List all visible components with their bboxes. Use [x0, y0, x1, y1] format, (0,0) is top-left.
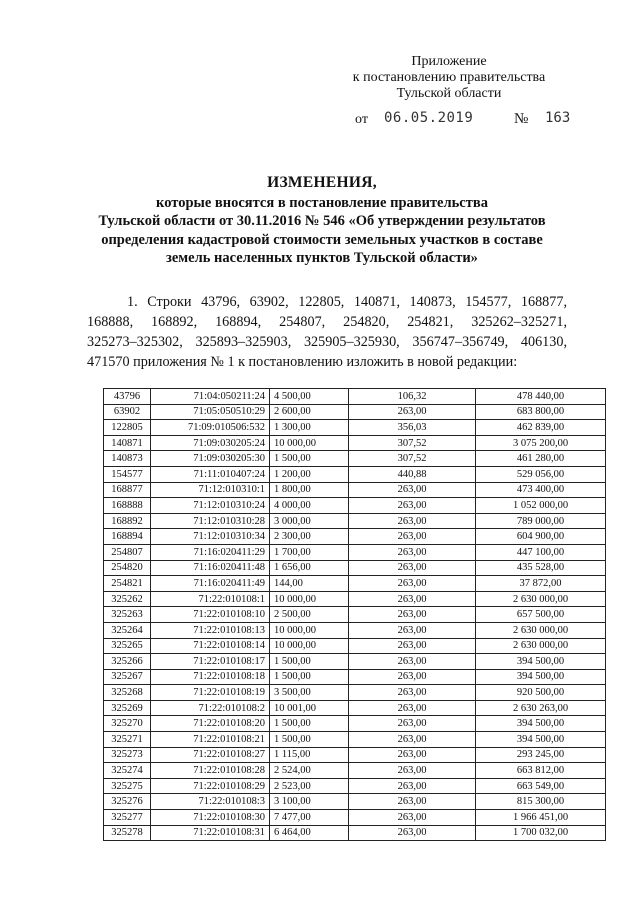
- specific-value-cell: 263,00: [349, 591, 476, 607]
- title-heading: ИЗМЕНЕНИЯ,: [267, 174, 377, 191]
- cadastral-number-cell: 71:16:020411:29: [151, 544, 270, 560]
- specific-value-cell: 307,52: [349, 451, 476, 467]
- table-row: [104, 482, 606, 498]
- cadastral-value-cell: 473 400,00: [476, 482, 606, 498]
- row-number-cell: 168894: [104, 529, 151, 545]
- row-number-cell: 325277: [104, 810, 151, 826]
- specific-value-cell: 263,00: [349, 732, 476, 748]
- table-body: [104, 389, 606, 841]
- specific-value-cell: 263,00: [349, 607, 476, 623]
- area-cell: 1 200,00: [270, 466, 349, 482]
- area-cell: 2 523,00: [270, 778, 349, 794]
- specific-value-cell: 263,00: [349, 716, 476, 732]
- cadastral-value-cell: 37 872,00: [476, 576, 606, 592]
- title-line-1: которые вносятся в постановление правительства: [156, 194, 488, 211]
- table-row: [104, 778, 606, 794]
- row-number-cell: 325276: [104, 794, 151, 810]
- title-line-3: определения кадастровой стоимости земельных участков в составе: [101, 231, 543, 248]
- row-number-cell: 122805: [104, 420, 151, 436]
- area-cell: 1 500,00: [270, 732, 349, 748]
- row-number-cell: 43796: [104, 389, 151, 405]
- area-cell: 1 500,00: [270, 716, 349, 732]
- specific-value-cell: 263,00: [349, 404, 476, 420]
- table-row: [104, 466, 606, 482]
- specific-value-cell: 263,00: [349, 810, 476, 826]
- row-number-cell: 254807: [104, 544, 151, 560]
- table-row: [104, 810, 606, 826]
- table-row: [104, 685, 606, 701]
- cadastral-value-cell: 447 100,00: [476, 544, 606, 560]
- row-number-cell: 325262: [104, 591, 151, 607]
- table-row: [104, 451, 606, 467]
- row-number-cell: 140871: [104, 435, 151, 451]
- cadastral-number-cell: 71:22:010108:13: [151, 622, 270, 638]
- table-row: [104, 498, 606, 514]
- specific-value-cell: 307,52: [349, 435, 476, 451]
- row-number-cell: 254821: [104, 576, 151, 592]
- document-date: 06.05.2019: [384, 110, 474, 126]
- cadastral-number-cell: 71:12:010310:24: [151, 498, 270, 514]
- row-number-cell: 325278: [104, 825, 151, 841]
- date-number-line: [0, 110, 640, 130]
- cadastral-value-table: [103, 388, 606, 841]
- cadastral-value-cell: 293 245,00: [476, 747, 606, 763]
- cadastral-value-cell: 920 500,00: [476, 685, 606, 701]
- cadastral-value-cell: 2 630 000,00: [476, 638, 606, 654]
- cadastral-value-cell: 394 500,00: [476, 669, 606, 685]
- document-title: [80, 174, 564, 268]
- cadastral-number-cell: 71:22:010108:3: [151, 794, 270, 810]
- specific-value-cell: 356,03: [349, 420, 476, 436]
- cadastral-value-cell: 394 500,00: [476, 716, 606, 732]
- cadastral-number-cell: 71:16:020411:48: [151, 560, 270, 576]
- specific-value-cell: 263,00: [349, 825, 476, 841]
- cadastral-number-cell: 71:16:020411:49: [151, 576, 270, 592]
- specific-value-cell: 263,00: [349, 482, 476, 498]
- cadastral-number-cell: 71:22:010108:14: [151, 638, 270, 654]
- title-line-4: земель населенных пунктов Тульской области»: [166, 250, 478, 266]
- cadastral-value-cell: 461 280,00: [476, 451, 606, 467]
- area-cell: 1 700,00: [270, 544, 349, 560]
- cadastral-number-cell: 71:12:010310:34: [151, 529, 270, 545]
- area-cell: 3 100,00: [270, 794, 349, 810]
- cadastral-number-cell: 71:22:010108:17: [151, 654, 270, 670]
- area-cell: 10 000,00: [270, 435, 349, 451]
- cadastral-value-cell: 394 500,00: [476, 654, 606, 670]
- specific-value-cell: 263,00: [349, 638, 476, 654]
- area-cell: 4 500,00: [270, 389, 349, 405]
- area-cell: 3 000,00: [270, 513, 349, 529]
- specific-value-cell: 263,00: [349, 685, 476, 701]
- paragraph-line-1: 1. Строки 43796, 63902, 122805, 140871, 140873, 154577, 168877,: [127, 294, 567, 310]
- row-number-cell: 325264: [104, 622, 151, 638]
- row-number-cell: 325275: [104, 778, 151, 794]
- table-row: [104, 607, 606, 623]
- cadastral-number-cell: 71:09:030205:30: [151, 451, 270, 467]
- table-row: [104, 747, 606, 763]
- row-number-cell: 325268: [104, 685, 151, 701]
- cadastral-number-cell: 71:12:010310:28: [151, 513, 270, 529]
- area-cell: 2 300,00: [270, 529, 349, 545]
- row-number-cell: 325274: [104, 763, 151, 779]
- table-row: [104, 404, 606, 420]
- row-number-cell: 325271: [104, 732, 151, 748]
- paragraph-line-2: 168888, 168892, 168894, 254807, 254820, 254821, 325262–325271,: [87, 314, 567, 330]
- area-cell: 2 524,00: [270, 763, 349, 779]
- table-row: [104, 544, 606, 560]
- cadastral-value-cell: 789 000,00: [476, 513, 606, 529]
- row-number-cell: 140873: [104, 451, 151, 467]
- cadastral-value-cell: 1 052 000,00: [476, 498, 606, 514]
- table-row: [104, 732, 606, 748]
- appendix-line-2: к постановлению правительства: [352, 70, 546, 85]
- cadastral-number-cell: 71:22:010108:18: [151, 669, 270, 685]
- cadastral-value-cell: 3 075 200,00: [476, 435, 606, 451]
- cadastral-value-cell: 529 056,00: [476, 466, 606, 482]
- area-cell: 3 500,00: [270, 685, 349, 701]
- table-row: [104, 389, 606, 405]
- row-number-cell: 254820: [104, 560, 151, 576]
- table-row: [104, 669, 606, 685]
- table-row: [104, 576, 606, 592]
- cadastral-number-cell: 71:22:010108:30: [151, 810, 270, 826]
- cadastral-number-cell: 71:04:050211:24: [151, 389, 270, 405]
- table-row: [104, 716, 606, 732]
- table-row: [104, 560, 606, 576]
- cadastral-value-cell: 2 630 263,00: [476, 700, 606, 716]
- area-cell: 10 000,00: [270, 638, 349, 654]
- row-number-cell: 325270: [104, 716, 151, 732]
- row-number-cell: 168877: [104, 482, 151, 498]
- appendix-header: [334, 54, 564, 102]
- cadastral-number-cell: 71:22:010108:19: [151, 685, 270, 701]
- table-row: [104, 435, 606, 451]
- row-number-cell: 325263: [104, 607, 151, 623]
- cadastral-number-cell: 71:11:010407:24: [151, 466, 270, 482]
- area-cell: 4 000,00: [270, 498, 349, 514]
- specific-value-cell: 440,88: [349, 466, 476, 482]
- cadastral-value-cell: 478 440,00: [476, 389, 606, 405]
- specific-value-cell: 263,00: [349, 669, 476, 685]
- row-number-cell: 325266: [104, 654, 151, 670]
- appendix-line-1: Приложение: [411, 54, 487, 69]
- cadastral-value-cell: 683 800,00: [476, 404, 606, 420]
- table-row: [104, 513, 606, 529]
- area-cell: 6 464,00: [270, 825, 349, 841]
- title-line-2: Тульской области от 30.11.2016 № 546 «Об утверждении результатов: [98, 213, 546, 229]
- area-cell: 1 500,00: [270, 654, 349, 670]
- cadastral-number-cell: 71:12:010310:1: [151, 482, 270, 498]
- cadastral-value-cell: 394 500,00: [476, 732, 606, 748]
- specific-value-cell: 263,00: [349, 560, 476, 576]
- area-cell: 1 500,00: [270, 669, 349, 685]
- cadastral-value-cell: 1 700 032,00: [476, 825, 606, 841]
- specific-value-cell: 106,32: [349, 389, 476, 405]
- table-row: [104, 591, 606, 607]
- specific-value-cell: 263,00: [349, 622, 476, 638]
- document-number: 163: [545, 110, 571, 126]
- row-number-cell: 154577: [104, 466, 151, 482]
- row-number-cell: 168888: [104, 498, 151, 514]
- table-row: [104, 529, 606, 545]
- specific-value-cell: 263,00: [349, 498, 476, 514]
- area-cell: 7 477,00: [270, 810, 349, 826]
- area-cell: 1 656,00: [270, 560, 349, 576]
- row-number-cell: 63902: [104, 404, 151, 420]
- appendix-line-3: Тульской области: [396, 86, 502, 101]
- specific-value-cell: 263,00: [349, 544, 476, 560]
- cadastral-number-cell: 71:22:010108:31: [151, 825, 270, 841]
- paragraph-line-3: 325273–325302, 325893–325903, 325905–325930, 356747–356749, 406130,: [87, 334, 567, 350]
- date-prefix: от: [355, 112, 368, 127]
- specific-value-cell: 263,00: [349, 794, 476, 810]
- specific-value-cell: 263,00: [349, 700, 476, 716]
- cadastral-value-cell: 604 900,00: [476, 529, 606, 545]
- specific-value-cell: 263,00: [349, 747, 476, 763]
- cadastral-number-cell: 71:05:050510:29: [151, 404, 270, 420]
- cadastral-value-cell: 663 812,00: [476, 763, 606, 779]
- cadastral-value-cell: 2 630 000,00: [476, 622, 606, 638]
- paragraph-line-4: 471570 приложения № 1 к постановлению изложить в новой редакции:: [87, 354, 518, 370]
- specific-value-cell: 263,00: [349, 513, 476, 529]
- area-cell: 1 300,00: [270, 420, 349, 436]
- area-cell: 2 500,00: [270, 607, 349, 623]
- table-row: [104, 622, 606, 638]
- area-cell: 10 000,00: [270, 622, 349, 638]
- cadastral-number-cell: 71:09:030205:24: [151, 435, 270, 451]
- cadastral-value-cell: 657 500,00: [476, 607, 606, 623]
- area-cell: 10 000,00: [270, 591, 349, 607]
- table-row: [104, 638, 606, 654]
- cadastral-number-cell: 71:22:010108:10: [151, 607, 270, 623]
- table-row: [104, 420, 606, 436]
- area-cell: 1 115,00: [270, 747, 349, 763]
- cadastral-number-cell: 71:22:010108:2: [151, 700, 270, 716]
- area-cell: 10 001,00: [270, 700, 349, 716]
- cadastral-value-cell: 1 966 451,00: [476, 810, 606, 826]
- table-row: [104, 763, 606, 779]
- specific-value-cell: 263,00: [349, 529, 476, 545]
- table-row: [104, 700, 606, 716]
- specific-value-cell: 263,00: [349, 576, 476, 592]
- area-cell: 144,00: [270, 576, 349, 592]
- area-cell: 2 600,00: [270, 404, 349, 420]
- cadastral-value-cell: 435 528,00: [476, 560, 606, 576]
- cadastral-value-cell: 2 630 000,00: [476, 591, 606, 607]
- row-number-cell: 325269: [104, 700, 151, 716]
- specific-value-cell: 263,00: [349, 778, 476, 794]
- cadastral-number-cell: 71:22:010108:1: [151, 591, 270, 607]
- area-cell: 1 800,00: [270, 482, 349, 498]
- table-row: [104, 825, 606, 841]
- cadastral-value-cell: 462 839,00: [476, 420, 606, 436]
- cadastral-number-cell: 71:22:010108:27: [151, 747, 270, 763]
- cadastral-number-cell: 71:22:010108:21: [151, 732, 270, 748]
- row-number-cell: 325267: [104, 669, 151, 685]
- cadastral-number-cell: 71:22:010108:20: [151, 716, 270, 732]
- specific-value-cell: 263,00: [349, 654, 476, 670]
- table-row: [104, 654, 606, 670]
- cadastral-number-cell: 71:22:010108:28: [151, 763, 270, 779]
- specific-value-cell: 263,00: [349, 763, 476, 779]
- cadastral-number-cell: 71:22:010108:29: [151, 778, 270, 794]
- cadastral-value-cell: 815 300,00: [476, 794, 606, 810]
- cadastral-value-cell: 663 549,00: [476, 778, 606, 794]
- table-row: [104, 794, 606, 810]
- row-number-cell: 325273: [104, 747, 151, 763]
- number-sign: №: [514, 111, 529, 127]
- row-number-cell: 168892: [104, 513, 151, 529]
- row-number-cell: 325265: [104, 638, 151, 654]
- cadastral-number-cell: 71:09:010506:532: [151, 420, 270, 436]
- area-cell: 1 500,00: [270, 451, 349, 467]
- body-paragraph: [87, 292, 567, 372]
